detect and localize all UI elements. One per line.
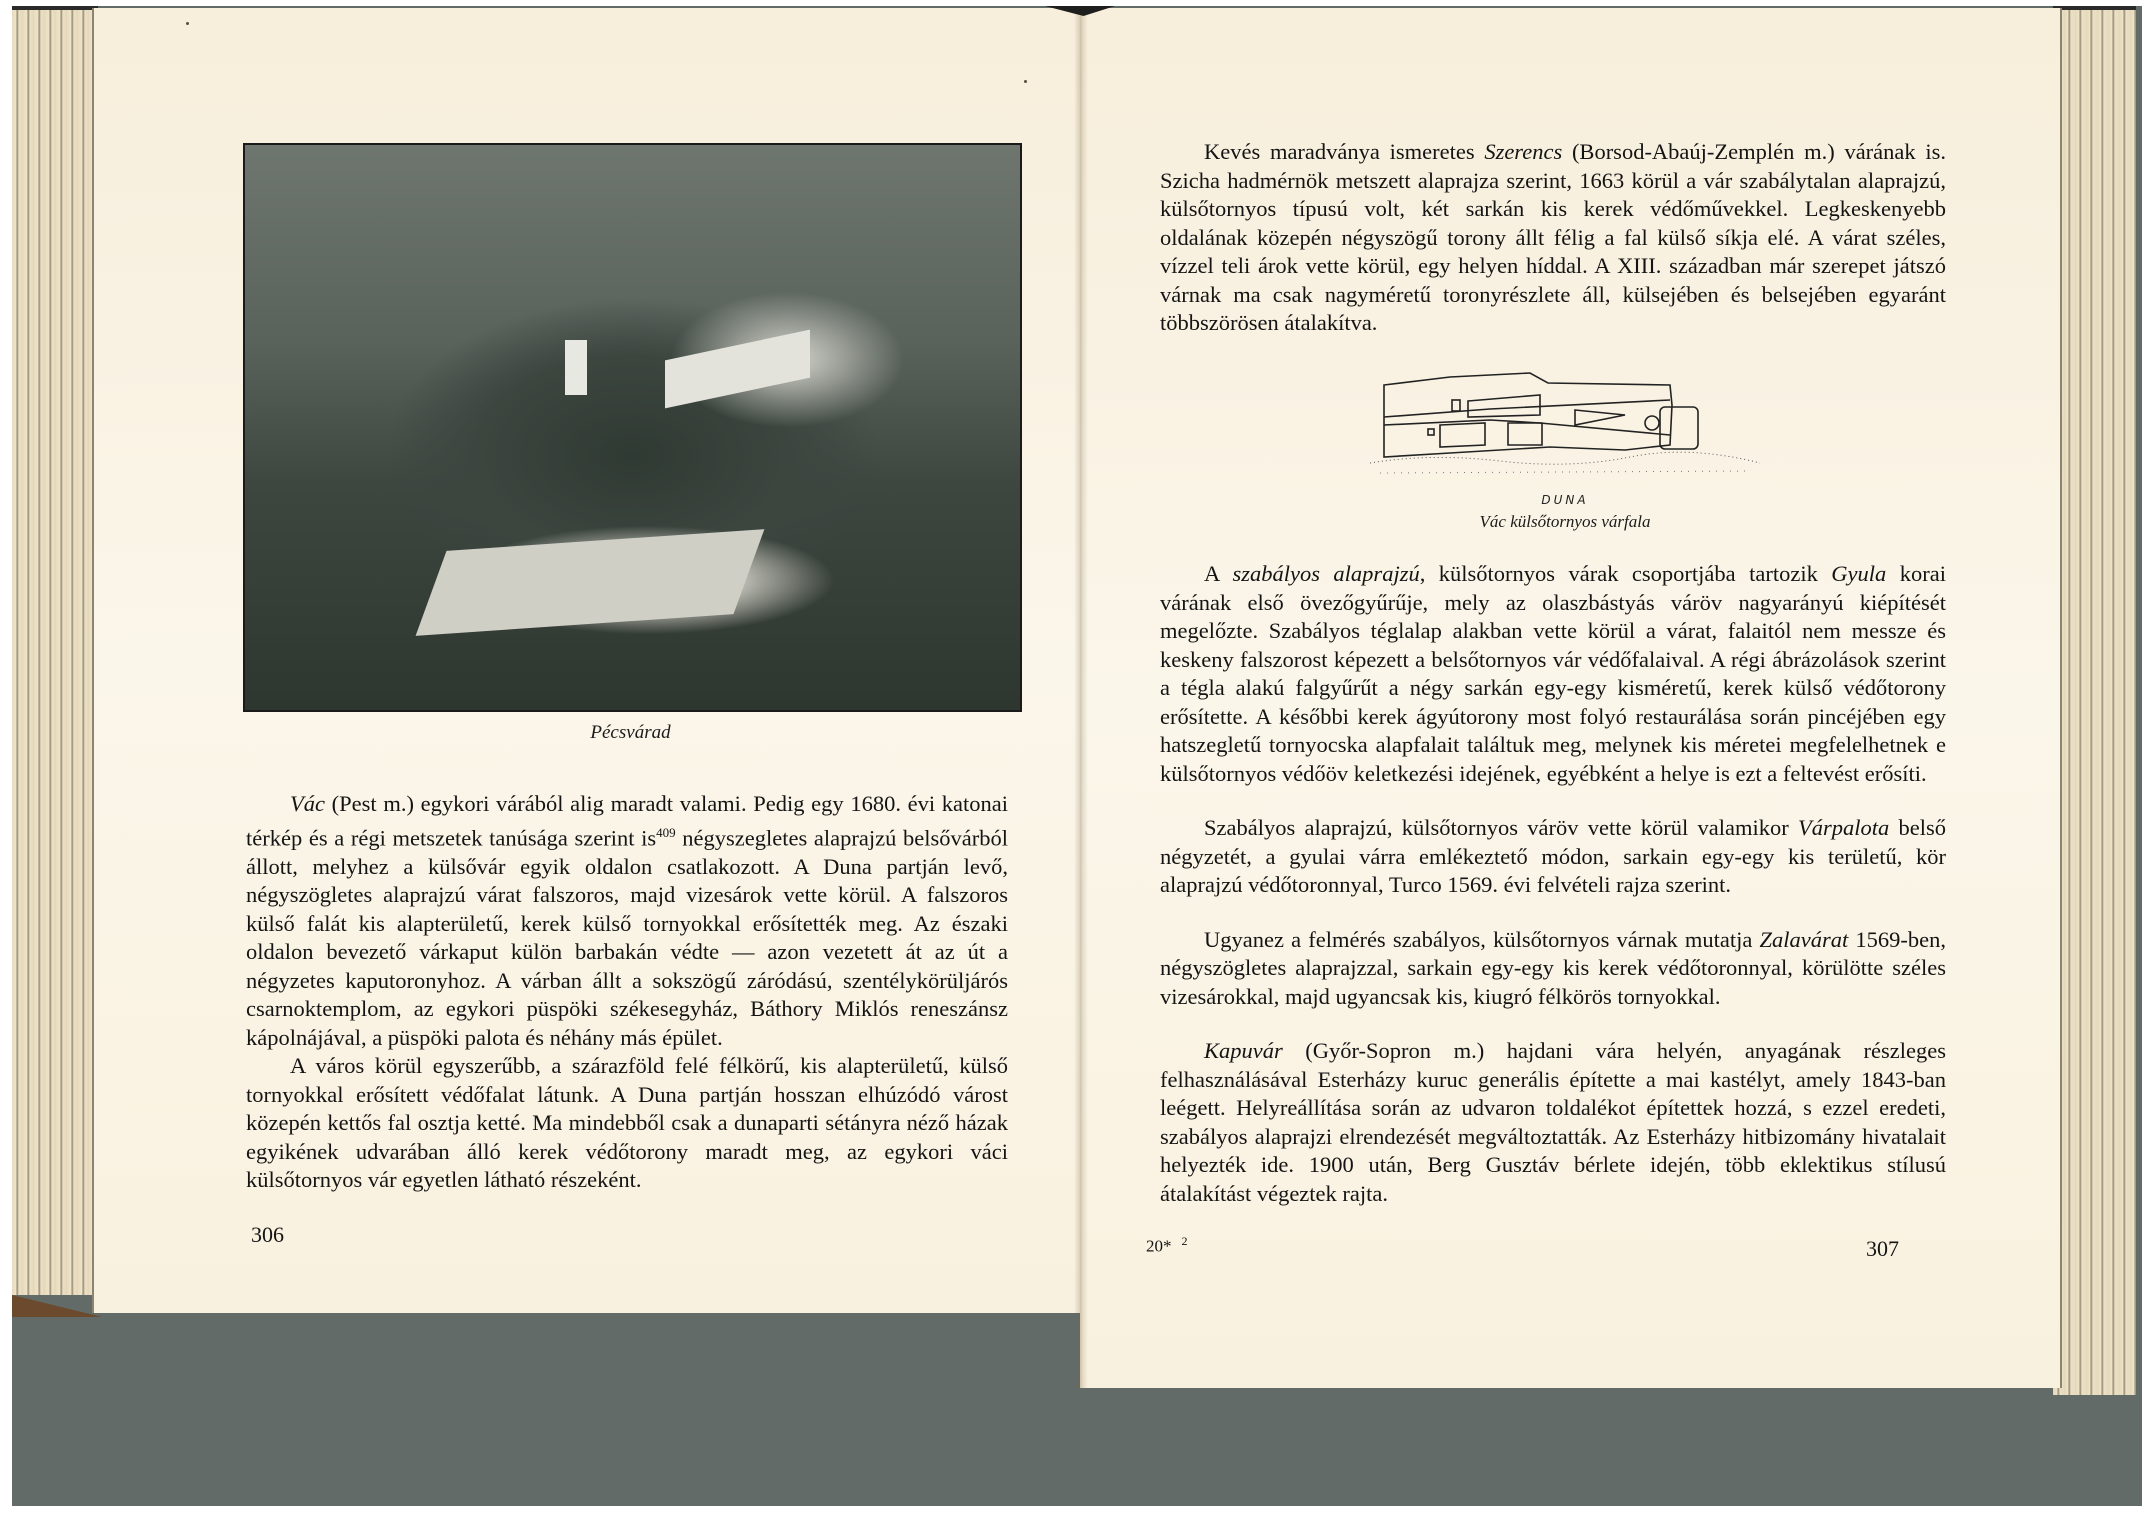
aerial-photo-castle-icon	[243, 143, 1022, 712]
emphasis: szabályos alaprajzú	[1232, 561, 1420, 586]
place-name: Várpalota	[1797, 815, 1890, 840]
block	[1440, 423, 1485, 447]
place-name: Szerencs	[1484, 139, 1563, 164]
paragraph-text: 1569-ben, négyszögletes alaprajzzal, sarkain egy-egy kis kerek védőtoronnyal, körülötte széles vizesárokkal, majd ugyancsak kis, kiugró félkörös tornyokkal.	[1160, 926, 1947, 1009]
paper-speck	[1024, 80, 1027, 83]
book-gutter	[1074, 8, 1088, 1388]
paragraph-varpalota	[1160, 814, 1946, 900]
paragraph-text: (Győr-Sopron m.) hajdani vára helyén, anyagának részleges felhasználásával Esterházy kuruc generális építette a mai kastélyt, amely 1843-ban leégett. Helyreállítása során az udvaron toldalékot építettek hozzá, s ezzel eredeti, szabályos alaprajzi elrendezését megváltoztatták. Az Esterházy hitbizomány hivatalait helyezték ide. 1900 után, Berg Gusztáv bérlete idején, több eklektikus stílusú átalakítást végeztek rajta.	[1160, 1038, 1946, 1206]
block	[1575, 410, 1625, 425]
paragraph-text: , külsőtornyos várak csoportjába tartozik	[1419, 561, 1832, 586]
paragraph-text: négyszegletes alaprajzú belsővárból állott, melyhez a külsővár egyik oldalon csatlakozott. A Duna partján levő, négyszögletes alaprajzú várat falszoros, majd vizesárok vette körül. A falszoros külső falát kis alapterületű, kerek külső tornyokkal erősítették meg. Az északi oldalon bevezető várkaput külön barbakán védte — azon vezetett át az út a négyzetes kaputoronyhoz. A várban állt a sokszögű záródású, szentélykörüljárós csarnoktemplom, az egykori püspöki székesegyház, Báthory Miklós reneszánsz kápolnájával, a püspöki palota és néhány más épület.	[246, 825, 1008, 1050]
paragraph-vac	[246, 790, 1008, 1052]
plan-caption: Vác külsőtornyos várfala	[1479, 512, 1651, 531]
footnote-ref: 409	[656, 824, 676, 840]
left-page-body	[246, 790, 1008, 1195]
place-name: Vác	[290, 791, 325, 816]
printer-signature	[1146, 1234, 1188, 1257]
bastion	[1660, 407, 1698, 449]
page-edges-right	[2053, 6, 2136, 1395]
page-number-right: 307	[1866, 1236, 1899, 1261]
paragraph-gyula	[1160, 560, 1946, 788]
paragraph-text: korai várának első övezőgyűrűje, mely az olaszbástyás váröv nagyarányú kiépítését megelőzte. Szabályos téglalap alakban vette körül a várat, falaitól nem messze és keskeny falszorost képezett a belsőtornyos vár védőfalaival. A régi ábrázolások szerint a tégla alakú falgyűrűt a négy sarkán egy-egy kisméretű, kerek külső védőtorony erősítette. A későbbi kerek ágyútorony most folyó restaurálása során pincéjében egy hatszegletű tornyocska alapfalait találtuk meg, melynek kis méretei megfelelhetnek e külsőtornyos védőöv keletkezési idejének, egyébként a helye is ezt a feltevést erősíti.	[1160, 561, 1946, 786]
castle-wall	[665, 330, 810, 409]
signature-number: 2	[1181, 1234, 1188, 1248]
river-label: DUNA	[1541, 493, 1589, 507]
signature-mark: 20*	[1146, 1236, 1172, 1256]
paragraph-text: Kevés maradványa ismeretes	[1204, 139, 1485, 164]
place-name: Gyula	[1831, 561, 1887, 586]
place-name: Zalavárat	[1759, 926, 1849, 952]
paragraph-text: Szabályos alaprajzú, külsőtornyos váröv vette körül valamikor	[1204, 815, 1798, 840]
block	[1468, 395, 1540, 417]
place-name: Kapuvár	[1204, 1038, 1283, 1063]
page-edges-left	[12, 6, 98, 1295]
paragraph-city-walls: A város körül egyszerűbb, a szárazföld felé félkörű, kis alapterületű, külső tornyokkal erősített védőfalat látunk. A Duna partján hosszan elhúzódó várost közepén kettős fal osztja ketté. Ma mindebből csak a dunaparti sétányra néző házak egyikének udvarában álló kerek védőtorony maradt meg, az egykori váci külsőtornyos vár egyetlen látható részeként.	[246, 1053, 1008, 1192]
right-page-body-bottom	[1160, 560, 1946, 1208]
photo-caption: Pécsvárad	[590, 722, 671, 743]
paragraph-zalavar	[1160, 926, 1946, 1012]
paragraph-text: A	[1204, 561, 1233, 586]
inner-road	[1384, 400, 1670, 417]
paragraph-kapuvar	[1160, 1037, 1946, 1208]
field	[416, 529, 765, 636]
right-page-body-top	[1160, 138, 1946, 338]
paragraph-text: Ugyanez a felmérés szabályos, külsőtornyos várnak mutatja	[1204, 926, 1760, 952]
river-dots	[1380, 471, 1750, 473]
castle-tower	[565, 340, 587, 395]
paragraph-szerencs	[1160, 138, 1946, 338]
paragraph-text: (Pest m.) egykori várából alig maradt valami. Pedig egy 1680. évi katonai térkép és a régi metszetek tanúsága szerint is	[246, 791, 1008, 850]
castle-floor-plan-icon	[1370, 365, 1760, 485]
paragraph-text: belső négyzetét, a gyulai várra emlékeztető módon, sarkain egy-egy kis területű, kör alaprajzú védőtoronnyal, Turco 1569. évi felvételi rajza szerint.	[1160, 815, 1946, 897]
building	[1452, 400, 1460, 411]
paragraph-text: (Borsod-Abaúj-Zemplén m.) várának is. Szicha hadmérnök metszett alaprajza szerint, 1663 körül a vár szabálytalan alaprajzú, külsőtornyos típusú volt, két sarkán kis kerek védőművekkel. Legkeskenyebb oldalának közepén négyszögű torony állt félig a fal külső síkja elé. A várat széles, vízzel teli árok vette körül, egy helyen híddal. A XIII. században már szerepet játszó várnak ma csak nagyméretű toronyrészlete áll, külsejében és belsejében egyaránt többszörösen átalakítva.	[1160, 139, 1946, 335]
round-tower	[1645, 416, 1659, 430]
paper-speck	[186, 22, 189, 25]
building	[1428, 429, 1434, 435]
block	[1508, 423, 1542, 445]
page-number-left: 306	[251, 1222, 284, 1247]
